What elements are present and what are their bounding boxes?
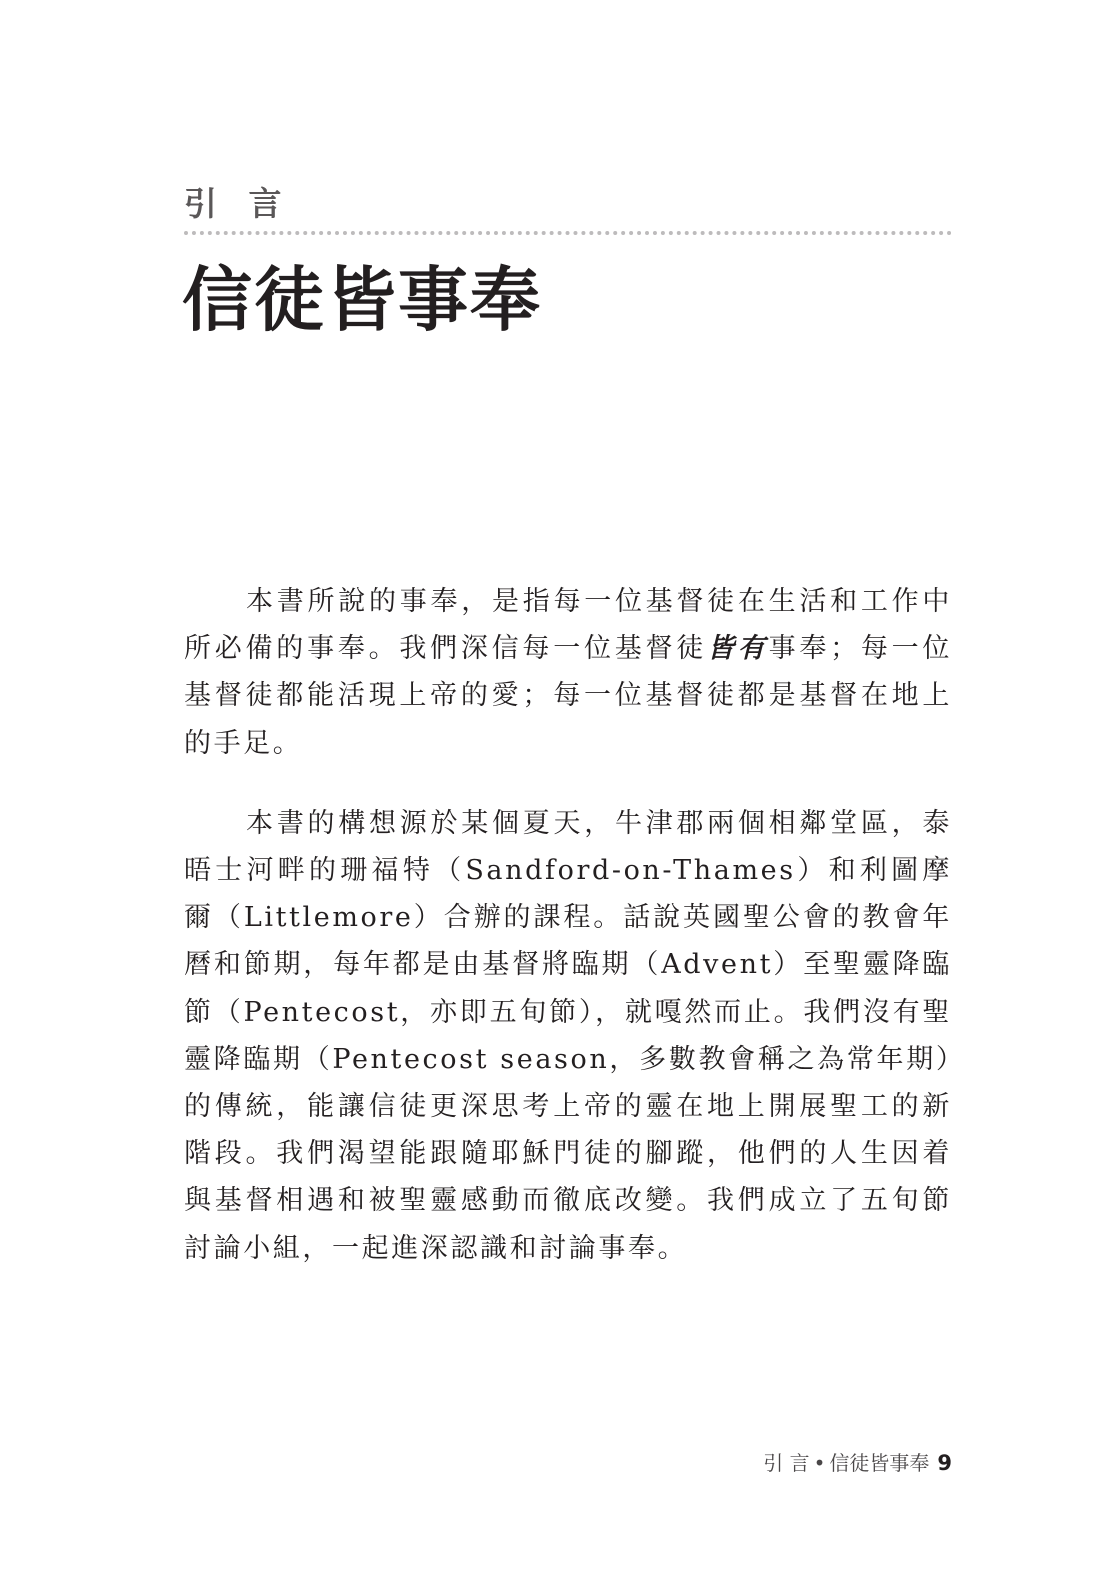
- body-text: [184, 578, 952, 1272]
- footer-separator: •: [813, 1451, 826, 1475]
- paragraph-1-part-b: 事奉；每一位基督徒都能活現上帝的愛；每一位基督徒都是基督在地上的手足。: [184, 633, 953, 759]
- paragraph-1-part-a: 本書所說的事奉，是指每一位基督徒在生活和工作中所必備的事奉。我們深信每一位基督徒: [184, 586, 952, 665]
- footer-title: 信徒皆事奉: [829, 1451, 930, 1475]
- paragraph-1: [184, 578, 952, 767]
- dotted-divider: [184, 231, 952, 235]
- running-footer: [763, 1448, 952, 1478]
- chapter-title: 信徒皆事奉: [182, 259, 542, 341]
- section-label: 引 言: [184, 184, 292, 223]
- emphasized-text: 皆有: [707, 633, 769, 665]
- page-number: 9: [937, 1451, 952, 1475]
- paragraph-2: 本書的構想源於某個夏天，牛津郡兩個相鄰堂區，泰晤士河畔的珊福特（Sandford-on-Thames）和利圖摩爾（Littlemore）合辦的課程。話說英國聖公會的教會年曆和節期，每年都是由基督將臨期（Advent）至聖靈降臨節（Pentecost，亦即五旬節），就嘎然而止。我們沒有聖靈降臨期（Pentecost season，多數教會稱之為常年期）的傳統，能讓信徒更深思考上帝的靈在地上開展聖工的新階段。我們渴望能跟隨耶穌門徒的腳蹤，他們的人生因着與基督相遇和被聖靈感動而徹底改變。我們成立了五旬節討論小組，一起進深認識和討論事奉。: [184, 807, 952, 1264]
- footer-section: 引 言: [763, 1451, 810, 1475]
